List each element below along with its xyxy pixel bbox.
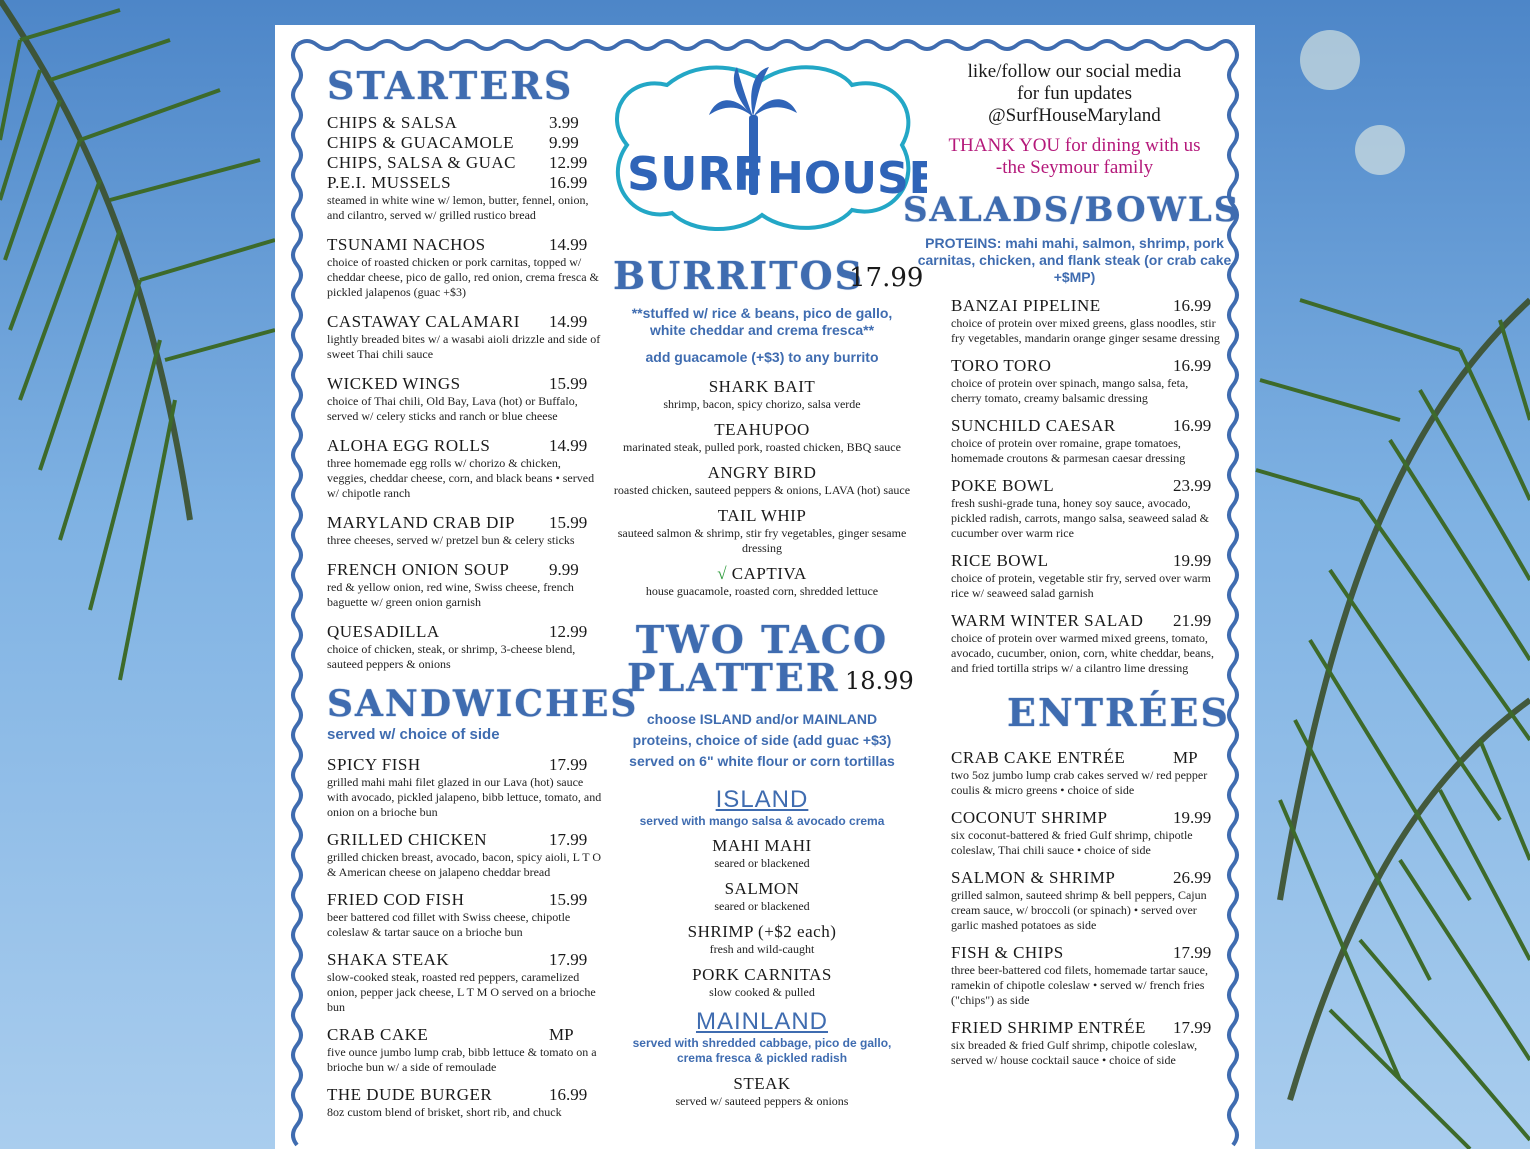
- item-description: choice of protein over spinach, mango salsa, feta, cherry tomato, creamy balsamic dressing: [951, 376, 1189, 405]
- checkmark-icon: √: [717, 564, 728, 583]
- item-price: 14.99: [549, 312, 588, 331]
- item-description: choice of protein over mixed greens, glass noodles, stir fry vegetables, mandarin orange ginger sesame dressing: [951, 316, 1220, 345]
- menu-item: [327, 560, 602, 610]
- menu-item: [327, 1085, 602, 1120]
- menu-item: [951, 808, 1221, 858]
- item-description: choice of chicken, steak, or shrimp, 3-cheese blend, sauteed peppers & onions: [327, 642, 576, 671]
- burritos-subtitle: **stuffed w/ rice & beans, pico de gallo, white cheddar and crema fresca**: [631, 305, 893, 338]
- item-description: choice of protein over romaine, grape tomatoes, homemade croutons & parmesan caesar dressing: [951, 436, 1186, 465]
- item-description: red & yellow onion, red wine, Swiss cheese, french baguette w/ green onion garnish: [327, 580, 574, 609]
- item-description: three homemade egg rolls w/ chorizo & chicken, veggies, cheddar cheese, corn, and black beans • served w/ chipotle ranch: [327, 456, 595, 500]
- item-name: FRIED COD FISH: [327, 890, 465, 909]
- item-name: FRENCH ONION SOUP: [327, 560, 510, 579]
- item-name: PORK CARNITAS: [692, 965, 832, 984]
- item-price: 9.99: [549, 560, 579, 579]
- item-description: two 5oz jumbo lump crab cakes served w/ red pepper coulis & micro greens • choice of side: [951, 768, 1208, 797]
- item-description: sauteed salmon & shrimp, stir fry vegetables, ginger sesame dressing: [617, 526, 907, 555]
- item-name: QUESADILLA: [327, 622, 440, 641]
- item-name: SHRIMP (+$2 each): [687, 922, 837, 941]
- item-description: fresh and wild-caught: [709, 942, 815, 956]
- island-heading: ISLAND: [715, 786, 809, 813]
- item-price: 14.99: [549, 235, 588, 254]
- item-description: choice of protein over warmed mixed greens, tomato, avocado, cucumber, onion, corn, white cheddar, beans, and fried tortilla strips w/ a cilantro lime dressing: [951, 631, 1214, 675]
- menu-item: [327, 513, 602, 548]
- item-price: 16.99: [1173, 416, 1212, 435]
- item-name: SHAKA STEAK: [327, 950, 450, 969]
- item-description: seared or blackened: [714, 899, 810, 913]
- mainland-list: [597, 1074, 927, 1109]
- item-description: lightly breaded bites w/ a wasabi aioli drizzle and side of sweet Thai chili sauce: [327, 332, 601, 361]
- item-name: FISH & CHIPS: [951, 943, 1064, 962]
- item-price: 17.99: [1173, 943, 1212, 962]
- item-name: RICE BOWL: [951, 551, 1049, 570]
- item-price: 17.99: [1173, 1018, 1212, 1037]
- menu-item: [327, 755, 602, 820]
- item-price: 26.99: [1173, 868, 1212, 887]
- item-name: MAHI MAHI: [712, 836, 812, 855]
- island-subtitle: served with mango salsa & avocado crema: [639, 814, 885, 828]
- item-description: six coconut-battered & fried Gulf shrimp, chipotle coleslaw, Thai chili sauce • choice of side: [951, 828, 1193, 857]
- burritos-price: 17.99: [849, 263, 924, 293]
- menu-item: [597, 836, 927, 871]
- item-description: seared or blackened: [714, 856, 810, 870]
- item-name: BANZAI PIPELINE: [951, 296, 1101, 315]
- tacos-price: 18.99: [845, 667, 914, 695]
- menu-item: [327, 436, 602, 501]
- item-description: steamed in white wine w/ lemon, butter, fennel, onion, and cilantro, served w/ grilled rustico bread: [327, 193, 589, 222]
- item-name: TSUNAMI NACHOS: [327, 235, 486, 254]
- item-description: choice of roasted chicken or pork carnitas, topped w/ cheddar cheese, pico de gallo, red onion, crema fresca & pickled jalapenos (guac +$3): [327, 255, 599, 299]
- item-name: SUNCHILD CAESAR: [951, 416, 1116, 435]
- mainland-heading: MAINLAND: [695, 1008, 829, 1035]
- item-description: roasted chicken, sauteed peppers & onions, LAVA (hot) sauce: [613, 483, 911, 497]
- item-name: THE DUDE BURGER: [327, 1085, 493, 1104]
- item-name: SPICY FISH: [327, 755, 421, 774]
- thanks-line2: -the Seymour family: [995, 157, 1154, 178]
- menu-item: [327, 374, 602, 424]
- menu-item: [597, 463, 927, 498]
- menu-item: [327, 890, 602, 940]
- item-price: 14.99: [549, 436, 588, 455]
- menu-card: [275, 25, 1255, 1149]
- item-price: 12.99: [549, 622, 588, 641]
- item-description: slow-cooked steak, roasted red peppers, caramelized onion, pepper jack cheese, L T M O served on a brioche bun: [327, 970, 596, 1014]
- item-price: 16.99: [549, 1085, 588, 1104]
- item-description: grilled chicken breast, avocado, bacon, spicy aioli, L T O & American cheese on jalapeno cheddar bread: [327, 850, 602, 879]
- logo-house: HOUSE: [767, 153, 927, 204]
- item-name: GRILLED CHICKEN: [327, 830, 488, 849]
- menu-item: [597, 377, 927, 412]
- menu-item: [327, 235, 602, 300]
- sandwiches-list: [327, 755, 602, 1120]
- item-price: 12.99: [549, 153, 588, 172]
- item-description: three beer-battered cod filets, homemade tartar sauce, ramekin of chipotle coleslaw • served w/ french fries ("chips") as side: [951, 963, 1208, 1007]
- item-price: 17.99: [549, 950, 588, 969]
- menu-item: [327, 153, 602, 173]
- item-price: MP: [549, 1025, 574, 1044]
- item-price: 16.99: [1173, 296, 1212, 315]
- item-description: choice of protein, vegetable stir fry, served over warm rice w/ seaweed salad garnish: [951, 571, 1211, 600]
- item-description: 8oz custom blend of brisket, short rib, and chuck: [327, 1105, 562, 1119]
- menu-item: [951, 356, 1221, 406]
- item-price: 19.99: [1173, 551, 1212, 570]
- item-price: 15.99: [549, 890, 588, 909]
- logo-surf: SURF: [627, 147, 765, 201]
- island-list: [597, 836, 927, 1000]
- item-price: 9.99: [549, 133, 579, 152]
- item-description: served w/ sauteed peppers & onions: [675, 1094, 849, 1108]
- menu-item: [597, 1074, 927, 1109]
- social-line2: for fun updates: [1016, 83, 1133, 104]
- menu-item: [951, 611, 1221, 676]
- item-name: CHIPS, SALSA & GUAC: [327, 153, 516, 172]
- item-description: grilled salmon, sauteed shrimp & bell peppers, Cajun cream sauce, w/ broccoli (or spinach) • served over garlic mashed potatoes as side: [951, 888, 1207, 932]
- item-price: 17.99: [549, 755, 588, 774]
- menu-item: [597, 879, 927, 914]
- item-name: TAIL WHIP: [717, 506, 807, 525]
- burritos-list: [597, 377, 927, 599]
- item-name: WICKED WINGS: [327, 374, 461, 393]
- item-name: MARYLAND CRAB DIP: [327, 513, 515, 532]
- salads-list: [951, 296, 1221, 676]
- surf-house-logo: [597, 55, 927, 235]
- item-name: ALOHA EGG ROLLS: [327, 436, 491, 455]
- menu-item: [327, 113, 602, 133]
- menu-item: [597, 564, 927, 599]
- right-column: [903, 61, 1241, 1078]
- item-price: 3.99: [549, 113, 579, 132]
- menu-item: [951, 551, 1221, 601]
- item-price: MP: [1173, 748, 1198, 767]
- entrees-heading: ENTRÉES: [1007, 690, 1230, 735]
- item-price: 16.99: [1173, 356, 1212, 375]
- item-name: P.E.I. MUSSELS: [327, 173, 452, 192]
- item-name: WARM WINTER SALAD: [951, 611, 1144, 630]
- middle-column: [597, 55, 927, 1113]
- item-description: shrimp, bacon, spicy chorizo, salsa verde: [663, 397, 861, 411]
- menu-item: [327, 622, 602, 672]
- item-name: SHARK BAIT: [708, 377, 816, 396]
- item-name: CASTAWAY CALAMARI: [327, 312, 520, 331]
- item-price: 19.99: [1173, 808, 1212, 827]
- item-name: POKE BOWL: [951, 476, 1055, 495]
- menu-item: [951, 476, 1221, 541]
- item-price: 15.99: [549, 513, 588, 532]
- entrees-list: [951, 748, 1221, 1068]
- social-line1: like/follow our social media: [967, 61, 1182, 82]
- salads-heading: SALADS/BOWLS: [903, 190, 1241, 230]
- menu-item: [951, 868, 1221, 933]
- sandwiches-heading: SANDWICHES: [327, 683, 639, 725]
- menu-item: [327, 133, 602, 153]
- item-name: CAPTIVA: [731, 564, 807, 583]
- item-description: slow cooked & pulled: [709, 985, 815, 999]
- menu-item: [327, 830, 602, 880]
- item-name: COCONUT SHRIMP: [951, 808, 1108, 827]
- item-description: three cheeses, served w/ pretzel bun & celery sticks: [327, 533, 575, 547]
- burritos-heading: BURRITOS: [613, 253, 865, 298]
- thanks-line1: THANK YOU for dining with us: [948, 135, 1201, 156]
- menu-item: [327, 1025, 602, 1075]
- menu-item: [951, 748, 1221, 798]
- menu-item: [327, 312, 602, 362]
- item-name: CRAB CAKE ENTRÉE: [951, 748, 1126, 767]
- social-handle[interactable]: @SurfHouseMaryland: [988, 105, 1161, 126]
- mainland-subtitle: served with shredded cabbage, pico de gallo, crema fresca & pickled radish: [632, 1036, 892, 1065]
- menu-item: [597, 506, 927, 556]
- item-price: 17.99: [549, 830, 588, 849]
- starters-heading: STARTERS: [327, 63, 574, 108]
- menu-item: [597, 922, 927, 957]
- menu-item: [597, 420, 927, 455]
- item-name: SALMON: [724, 879, 800, 898]
- item-name: STEAK: [733, 1074, 791, 1093]
- starters-list: [327, 113, 602, 672]
- item-description: grilled mahi mahi filet glazed in our Lava (hot) sauce with avocado, pickled jalapeno, bibb lettuce, tomato, and onion on a brioche bun: [327, 775, 602, 819]
- menu-item: [597, 965, 927, 1000]
- tacos-heading-line1: TWO TACO: [635, 617, 889, 662]
- tacos-heading-line2: PLATTER: [627, 655, 840, 700]
- item-description: fresh sushi-grade tuna, honey soy sauce, avocado, pickled radish, carrots, mango salsa, seaweed salad & cucumber over warm rice: [951, 496, 1209, 540]
- item-price: 15.99: [549, 374, 588, 393]
- burritos-addon: add guacamole (+$3) to any burrito: [645, 349, 879, 365]
- menu-item: [327, 950, 602, 1015]
- menu-item: [951, 1018, 1221, 1068]
- item-description: house guacamole, roasted corn, shredded lettuce: [645, 584, 879, 598]
- item-name: CHIPS & GUACAMOLE: [327, 133, 515, 152]
- salads-proteins: PROTEINS: mahi mahi, salmon, shrimp, pork carnitas, chicken, and flank steak (or crab cake +$MP): [917, 235, 1232, 285]
- left-column: [327, 63, 639, 1130]
- item-description: choice of Thai chili, Old Bay, Lava (hot) or Buffalo, served w/ celery sticks and ranch or blue cheese: [327, 394, 578, 423]
- item-name: SALMON & SHRIMP: [951, 868, 1116, 887]
- item-name: CHIPS & SALSA: [327, 113, 458, 132]
- item-description: beer battered cod fillet with Swiss cheese, chipotle coleslaw & tartar sauce on a brioche bun: [327, 910, 571, 939]
- menu-item: [327, 173, 602, 223]
- item-description: five ounce jumbo lump crab, bibb lettuce & tomato on a brioche bun w/ a side of remoulade: [327, 1045, 597, 1074]
- item-name: TEAHUPOO: [714, 420, 810, 439]
- tacos-subtitle: choose ISLAND and/or MAINLAND proteins, choice of side (add guac +$3) served on 6" white flour or corn tortillas: [629, 711, 895, 769]
- item-price: 23.99: [1173, 476, 1212, 495]
- item-name: ANGRY BIRD: [707, 463, 817, 482]
- item-name: CRAB CAKE: [327, 1025, 429, 1044]
- item-name: FRIED SHRIMP ENTRÉE: [951, 1018, 1146, 1037]
- item-price: 21.99: [1173, 611, 1212, 630]
- menu-item: [951, 296, 1221, 346]
- menu-item: [951, 416, 1221, 466]
- menu-item: [951, 943, 1221, 1008]
- item-description: six breaded & fried Gulf shrimp, chipotle coleslaw, served w/ house cocktail sauce • choice of side: [951, 1038, 1198, 1067]
- sandwiches-subtitle: served w/ choice of side: [327, 726, 500, 743]
- item-description: marinated steak, pulled pork, roasted chicken, BBQ sauce: [623, 440, 901, 454]
- item-price: 16.99: [549, 173, 588, 192]
- item-name: TORO TORO: [951, 356, 1052, 375]
